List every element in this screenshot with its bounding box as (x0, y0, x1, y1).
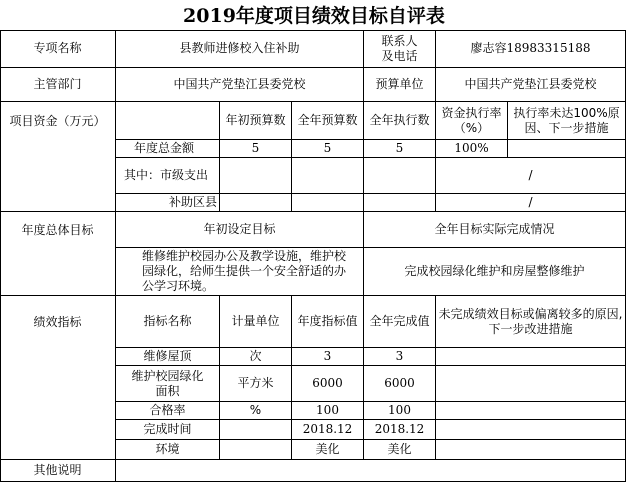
indicator-unit: 平方米 (220, 366, 292, 402)
indicators-empty-col (0, 348, 116, 460)
total-executed: 5 (364, 140, 436, 158)
goals-actual-text: 完成校园绿化维护和房屋整修维护 (364, 248, 626, 296)
indicator-name: 维修屋顶 (116, 348, 220, 366)
header-rate: 资金执行率 （%） (436, 102, 508, 140)
page-title: 2019年度项目绩效目标自评表 (183, 5, 445, 27)
other-label: 其他说明 (0, 460, 116, 482)
city-label: 其中：市级支出 (116, 158, 220, 194)
indicator-target: 100 (292, 402, 364, 420)
indicator-note (436, 366, 626, 402)
total-label: 年度总金额 (116, 140, 220, 158)
unit-label: 预算单位 (364, 68, 436, 102)
indicators-label: 绩效指标 (0, 296, 116, 348)
contact-value: 廖志容18983315188 (436, 30, 626, 68)
indicator-name: 环境 (116, 440, 220, 460)
goals-actual-header: 全年目标实际完成情况 (364, 212, 626, 248)
indicator-note (436, 402, 626, 420)
ind-header-note: 未完成绩效目标或偏离较多的原因,下一步改进措施 (436, 296, 626, 348)
indicator-name: 合格率 (116, 402, 220, 420)
district-full (292, 194, 364, 212)
indicator-note (436, 440, 626, 460)
total-initial: 5 (220, 140, 292, 158)
city-executed (364, 158, 436, 194)
city-full (292, 158, 364, 194)
goals-label: 年度总体目标 (0, 212, 116, 248)
header-reason: 执行率未达100%原因、下一步措施 (508, 102, 626, 140)
ind-header-done: 全年完成值 (364, 296, 436, 348)
indicator-done: 2018.12 (364, 420, 436, 440)
indicator-target: 6000 (292, 366, 364, 402)
city-initial (220, 158, 292, 194)
indicator-done: 100 (364, 402, 436, 420)
district-slash: / (436, 194, 626, 212)
total-rate: 100% (436, 140, 508, 158)
indicator-name: 完成时间 (116, 420, 220, 440)
header-initial: 年初预算数 (220, 102, 292, 140)
goals-initial-header: 年初设定目标 (116, 212, 364, 248)
funds-empty-col (0, 140, 116, 212)
district-label: 补助区县 (116, 194, 220, 212)
funds-label: 项目资金（万元） (0, 102, 116, 140)
dept-label: 主管部门 (0, 68, 116, 102)
goals-initial-text: 维修维护校园办公及教学设施，维护校园绿化，给师生提供一个安全舒适的办公学习环境。 (116, 248, 364, 296)
funds-header-blank (116, 102, 220, 140)
total-full: 5 (292, 140, 364, 158)
project-value: 县教师进修校入住补助 (116, 30, 364, 68)
indicator-note (436, 420, 626, 440)
indicator-unit: % (220, 402, 292, 420)
ind-header-unit: 计量单位 (220, 296, 292, 348)
unit-value: 中国共产党垫江县委党校 (436, 68, 626, 102)
district-executed (364, 194, 436, 212)
indicator-note (436, 348, 626, 366)
district-initial (220, 194, 292, 212)
indicator-done: 美化 (364, 440, 436, 460)
indicator-target: 2018.12 (292, 420, 364, 440)
indicator-unit (220, 440, 292, 460)
indicator-done: 6000 (364, 366, 436, 402)
indicator-unit: 次 (220, 348, 292, 366)
ind-header-name: 指标名称 (116, 296, 220, 348)
header-full: 全年预算数 (292, 102, 364, 140)
indicator-target: 美化 (292, 440, 364, 460)
indicator-target: 3 (292, 348, 364, 366)
indicator-done: 3 (364, 348, 436, 366)
goals-empty-col (0, 248, 116, 296)
indicator-unit (220, 420, 292, 440)
city-slash: / (436, 158, 626, 194)
indicator-name: 维护校园绿化 面积 (116, 366, 220, 402)
contact-label: 联系人 及电话 (364, 30, 436, 68)
ind-header-target: 年度指标值 (292, 296, 364, 348)
dept-value: 中国共产党垫江县委党校 (116, 68, 364, 102)
project-label: 专项名称 (0, 30, 116, 68)
total-reason (508, 140, 626, 158)
other-value (116, 460, 626, 482)
header-executed: 全年执行数 (364, 102, 436, 140)
